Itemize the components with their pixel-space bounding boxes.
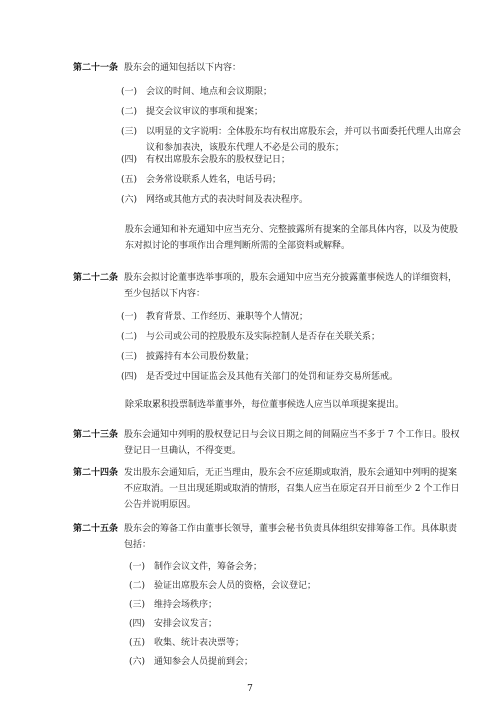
article-22-note: 除采取累积投票制选举董事外，每位董事候选人应当以单项提案提出。 bbox=[125, 400, 405, 410]
article-24-label: 第二十四条 bbox=[73, 468, 119, 478]
article-25-item-5 bbox=[129, 635, 461, 651]
item-text: 教育背景、工作经历、兼职等个人情况； bbox=[146, 312, 309, 322]
item-text: 收集、统计表决票等； bbox=[154, 638, 245, 648]
item-text: 与公司或公司的控股股东及实际控制人是否存在关联关系； bbox=[146, 332, 381, 342]
article-24 bbox=[73, 465, 460, 513]
article-21-item-4 bbox=[121, 152, 461, 168]
item-marker: (一) bbox=[121, 87, 138, 97]
article-25-text: 股东会的筹备工作由董事长领导，董事会秘书负责具体组织安排筹备工作。具体职责包括： bbox=[124, 524, 458, 550]
article-21-note: 股东会通知和补充通知中应当充分、完整披露所有提案的全部具体内容，以及为使股东对拟讨论的事项作出合理判断所需的全部资料或解释。 bbox=[125, 225, 459, 251]
article-21-item-1 bbox=[121, 84, 461, 100]
item-marker: (一) bbox=[121, 312, 138, 322]
item-text: 提交会议审议的事项和提案； bbox=[146, 107, 264, 117]
article-25-label: 第二十五条 bbox=[73, 524, 119, 534]
item-marker: (四) bbox=[121, 155, 138, 165]
item-marker: (三) bbox=[121, 127, 138, 137]
item-text: 会务常设联系人姓名，电话号码； bbox=[146, 175, 282, 185]
article-21-item-5 bbox=[121, 172, 461, 188]
item-marker: (五) bbox=[129, 638, 146, 648]
article-22-item-1 bbox=[121, 309, 461, 325]
page-number: 7 bbox=[247, 684, 253, 694]
item-marker: (二) bbox=[129, 581, 146, 591]
item-text: 会议的时间、地点和会议期限； bbox=[146, 87, 273, 97]
item-text: 以明显的文字说明：全体股东均有权出席股东会，并可以书面委托代理人出席会议和参加表决，该股东代理人不必是公司的股东； bbox=[146, 127, 462, 153]
item-marker: (三) bbox=[121, 352, 138, 362]
article-25-item-6 bbox=[129, 654, 461, 670]
item-text: 是否受过中国证监会及其他有关部门的处罚和证券交易所惩戒。 bbox=[146, 372, 399, 382]
article-22-text: 股东会拟讨论董事选举事项的，股东会通知中应当充分披露董事候选人的详细资料，至少包括以下内容： bbox=[124, 273, 458, 299]
article-22 bbox=[73, 270, 460, 302]
item-marker: (五) bbox=[121, 175, 138, 185]
article-21-item-6 bbox=[121, 192, 461, 208]
article-22-item-2 bbox=[121, 329, 461, 345]
item-marker: (三) bbox=[129, 600, 146, 610]
article-22-item-4 bbox=[121, 369, 461, 385]
item-marker: (二) bbox=[121, 332, 138, 342]
article-23-text: 股东会通知中列明的股权登记日与会议日期之间的间隔应当不多于 7 个工作日。股权登记日一旦确认，不得变更。 bbox=[124, 430, 460, 456]
article-21-item-2 bbox=[121, 104, 461, 120]
item-text: 维持会场秩序； bbox=[154, 600, 218, 610]
item-text: 验证出席股东会人员的资格，会议登记； bbox=[154, 581, 317, 591]
item-marker: (一) bbox=[129, 562, 146, 572]
item-marker: (四) bbox=[129, 619, 146, 629]
item-text: 有权出席股东会股东的股权登记日； bbox=[146, 155, 291, 165]
article-21-label: 第二十一条 bbox=[73, 63, 119, 73]
article-21 bbox=[73, 60, 460, 76]
article-24-text: 发出股东会通知后，无正当理由，股东会不应延期或取消，股东会通知中列明的提案不应取消。一旦出现延期或取消的情形，召集人应当在原定召开日前至少 2 个工作日公告并说明原因。 bbox=[124, 468, 460, 510]
article-25-item-4 bbox=[129, 616, 461, 632]
item-marker: (四) bbox=[121, 372, 138, 382]
item-text: 通知参会人员提前到会； bbox=[154, 657, 254, 667]
item-marker: (六) bbox=[129, 657, 146, 667]
item-marker: (六) bbox=[121, 195, 138, 205]
article-22-label: 第二十二条 bbox=[73, 273, 119, 283]
article-25-item-2 bbox=[129, 578, 461, 594]
article-23-label: 第二十三条 bbox=[73, 430, 119, 440]
article-25-item-3 bbox=[129, 597, 461, 613]
item-text: 制作会议文件，筹备会务； bbox=[154, 562, 263, 572]
item-text: 安排会议发言； bbox=[154, 619, 218, 629]
article-25-item-1 bbox=[129, 559, 461, 575]
article-22-item-3 bbox=[121, 349, 461, 365]
item-text: 网络或其他方式的表决时间及表决程序。 bbox=[146, 195, 309, 205]
article-25 bbox=[73, 521, 460, 553]
item-text: 披露持有本公司股份数量； bbox=[146, 352, 255, 362]
article-21-text: 股东会的通知包括以下内容： bbox=[124, 63, 242, 73]
item-marker: (二) bbox=[121, 107, 138, 117]
article-23 bbox=[73, 427, 460, 459]
